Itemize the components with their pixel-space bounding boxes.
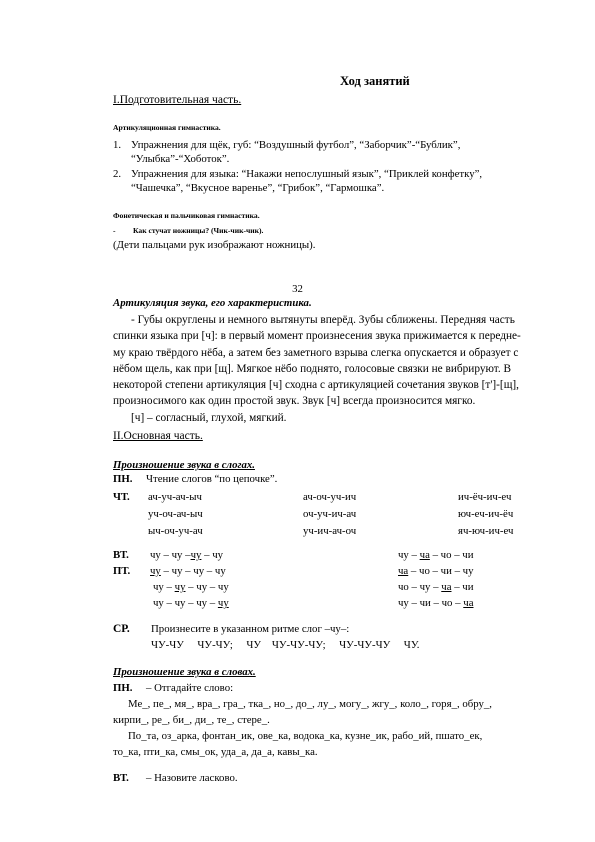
list-item-1-line1: Упражнения для щёк, губ: “Воздушный футбол”, “Заборчик”-“Бублик”,: [131, 139, 461, 151]
guess-line: По_та, оз_арка, фонтан_ик, ове_ка, водока_ка, кузне_ик, рабо_ий, пшато_ек,: [128, 730, 483, 742]
label-vt: ВТ.: [113, 549, 129, 561]
syllable-cell: юч-еч-ич-ёч: [458, 508, 514, 520]
para-line: произносимого как один простой звук. Звук [ч] всегда произносится мягко.: [113, 395, 476, 408]
syllable-cell: уч-оч-ач-ыч: [148, 508, 203, 520]
syllable-cell: ач-уч-ач-ыч: [148, 491, 202, 503]
subheading-phonetic-gymnastics: Фонетическая и пальчиковая гимнастика.: [113, 211, 260, 220]
list-number-1: 1.: [113, 139, 122, 151]
stress-line-chu: чу – чу – чу – чу: [153, 597, 229, 609]
stress-line-chu: чу – чу – чу – чу: [150, 565, 226, 577]
label-pn: ПН.: [113, 473, 133, 485]
syllable-cell: ич-ёч-ич-еч: [458, 491, 512, 503]
stress-line-cha: чо – чу – ча – чи: [398, 581, 474, 593]
section-heading-preparatory: I.Подготовительная часть.: [113, 94, 242, 106]
page-number: 32: [292, 283, 303, 295]
syllable-cell: ач-оч-уч-ич: [303, 491, 357, 503]
dash-bullet: -: [113, 226, 116, 235]
articulation-paragraph: [113, 312, 521, 426]
para-line: спинки языка при [ч]: в первый момент произнесения звука прижимается к передне-: [113, 330, 521, 343]
articulation-heading: Артикуляция звука, его характеристика.: [113, 297, 312, 309]
syllable-cell: яч-юч-ич-еч: [458, 525, 514, 537]
subheading-articulation-gymnastics: Артикуляционная гимнастика.: [113, 123, 221, 132]
label-sr: СР.: [113, 623, 130, 635]
stress-line-cha: чу – чи – чо – ча: [398, 597, 474, 609]
chain-reading-text: Чтение слогов “по цепочке”.: [146, 473, 278, 485]
stress-line-cha: чу – ча – чо – чи: [398, 549, 474, 561]
guess-line: то_ка, пти_ка, смы_ок, уда_а, да_а, кавы_ка.: [113, 746, 318, 758]
scissors-question: Как стучат ножницы? (Чик-чик-чик).: [133, 226, 264, 235]
label-vt-2: ВТ.: [113, 772, 129, 784]
guess-line: Ме_, пе_, мя_, вра_, гра_, тка_, но_, до_, лу_, могу_, жгу_, коло_, горя_, обру_,: [128, 698, 492, 710]
fingers-note: (Дети пальцами рук изображают ножницы).: [113, 239, 316, 251]
guess-word-instruction: – Отгадайте слово:: [146, 682, 234, 694]
para-line: некоторой степени артикуляция [ч] сходна с артикуляцией сочетания звуков [т']-[щ],: [113, 379, 519, 392]
label-pn-2: ПН.: [113, 682, 133, 694]
syllable-cell: оч-уч-ич-ач: [303, 508, 357, 520]
para-line: нёбом щель, как при [щ]. Мягкое нёбо поднято, голосовые связки не вибрируют. В: [113, 362, 512, 375]
stress-line-chu: чу – чу –чу – чу: [150, 549, 224, 561]
syllable-cell: ыч-оч-уч-ач: [148, 525, 203, 537]
stress-line-chu: чу – чу – чу – чу: [153, 581, 229, 593]
sound-characteristic: [ч] – согласный, глухой, мягкий.: [131, 411, 287, 424]
list-item-1-line2: “Улыбка”-“Хоботок”.: [131, 153, 230, 165]
page-title: Ход занятий: [340, 74, 410, 88]
para-line: му краю твёрдого нёба, а затем без заметного взрыва слегка опускается и образует с: [113, 346, 519, 359]
rhythm-pattern: ЧУ-ЧУ ЧУ-ЧУ; ЧУ ЧУ-ЧУ-ЧУ; ЧУ-ЧУ-ЧУ ЧУ.: [151, 639, 420, 651]
guess-line: кирпи_, ре_, би_, ди_, те_, стере_.: [113, 714, 270, 726]
syllable-cell: уч-ич-ач-оч: [303, 525, 357, 537]
stress-line-cha: ча – чо – чи – чу: [398, 565, 474, 577]
syllables-heading: Произношение звука в слогах.: [113, 459, 255, 471]
list-item-2-line2: “Чашечка”, “Вкусное варенье”, “Грибок”, “Гармошка”.: [131, 182, 385, 194]
rhythm-instruction: Произнесите в указанном ритме слог –чу–:: [151, 623, 350, 635]
affectionate-instruction: – Назовите ласково.: [146, 772, 238, 784]
section-heading-main: II.Основная часть.: [113, 430, 203, 442]
para-line: - Губы округлены и немного вытянуты вперёд. Зубы сближены. Передняя часть: [131, 314, 515, 326]
list-number-2: 2.: [113, 168, 122, 180]
label-cht: ЧТ.: [113, 491, 130, 503]
words-heading: Произношение звука в словах.: [113, 666, 256, 678]
label-pt: ПТ.: [113, 565, 131, 577]
list-item-2-line1: Упражнения для языка: “Накажи непослушный язык”, “Приклей конфетку”,: [131, 168, 483, 180]
